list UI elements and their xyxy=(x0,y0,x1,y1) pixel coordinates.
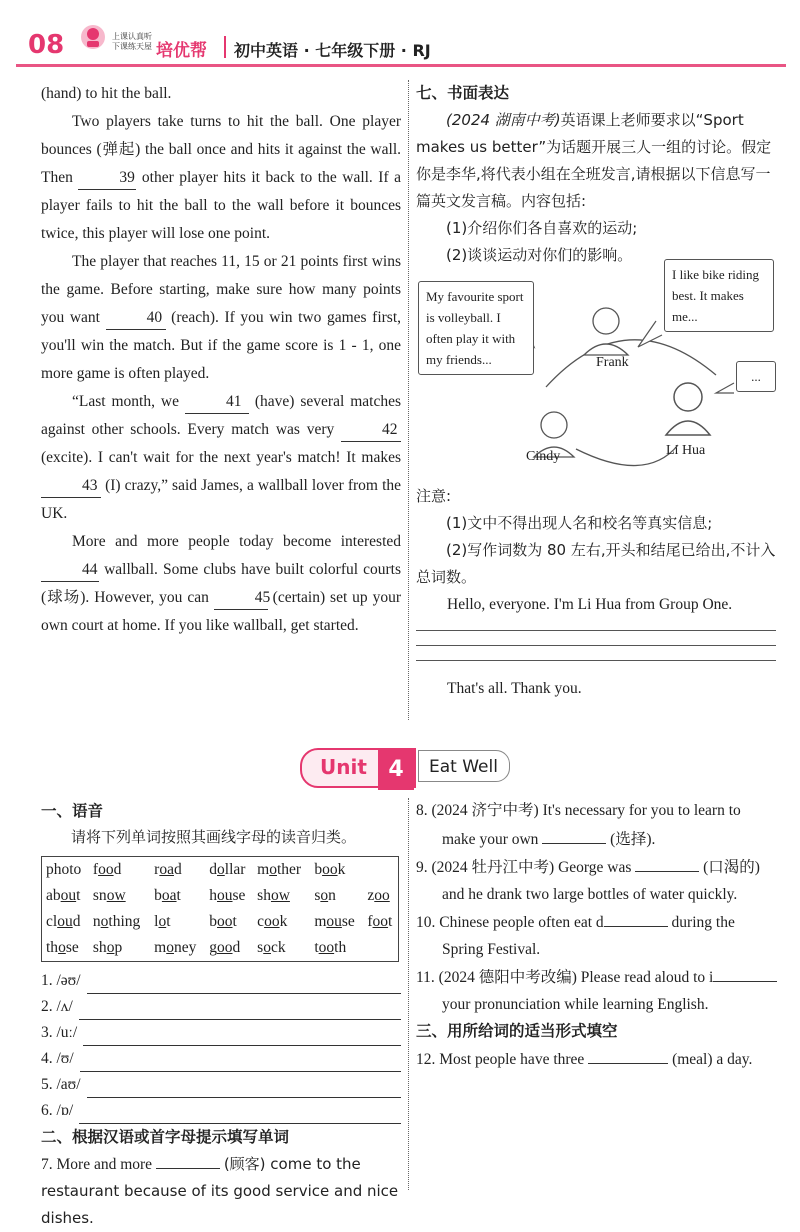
phonetic-row xyxy=(41,968,401,994)
fill-in-section xyxy=(416,798,778,1073)
phonetic-row xyxy=(41,1072,401,1098)
answer-blank-44[interactable]: 44 xyxy=(41,559,99,582)
answer-line[interactable] xyxy=(87,1080,402,1098)
word-cell: road xyxy=(154,861,182,878)
prompt-item: (2)谈谈运动对你们的影响。 xyxy=(446,246,633,264)
phonetic-label: 5. /aʊ/ xyxy=(41,1076,81,1093)
question-12: 12. Most people have three (meal) a day. xyxy=(416,1045,778,1074)
phonetic-row xyxy=(41,994,401,1020)
question-9: 9. (2024 牡丹江中考) George was (口渴的) and he drank two large bottles of water quickly. xyxy=(416,853,778,908)
passage-paragraph: “Last month, we 41 (have) several matches against other schools. Every match was very 42 (excite). I can't wait for the next year's match! It makes 43 (I) crazy,” said James, a wallball lover from the UK. xyxy=(41,393,402,522)
passage-paragraph: (hand) to hit the ball. xyxy=(41,85,172,102)
answer-blank-42[interactable]: 42 xyxy=(341,419,401,442)
section-heading: 七、书面表达 xyxy=(416,84,510,102)
word-cell: money xyxy=(154,939,197,956)
word-table-row xyxy=(42,909,398,935)
word-cell: boat xyxy=(154,887,181,904)
word-cell: book xyxy=(314,861,346,878)
column-divider xyxy=(408,80,410,720)
word-cell: those xyxy=(46,939,79,956)
word-cell: mouse xyxy=(314,913,355,930)
word-cell: photo xyxy=(46,861,82,878)
essay-closing: That's all. Thank you. xyxy=(447,680,582,697)
question-8: 8. (2024 济宁中考) It's necessary for you to learn to make your own (选择). xyxy=(416,802,741,848)
prompt-item: (1)介绍你们各自喜欢的运动; xyxy=(446,219,638,237)
discussion-illustration xyxy=(416,269,776,483)
word-cell: lot xyxy=(154,913,171,930)
section-heading: 一、语音 xyxy=(41,802,104,820)
word-table-row xyxy=(42,883,398,909)
answer-blank-41[interactable]: 41 xyxy=(185,391,249,414)
answer-line[interactable] xyxy=(87,976,402,994)
word-cell: nothing xyxy=(92,913,141,930)
page-number: 08 xyxy=(28,30,65,60)
phonetic-label: 2. /ʌ/ xyxy=(41,998,73,1015)
word-cell: about xyxy=(46,887,81,904)
section-instruction: 请将下列单词按照其画线字母的读音归类。 xyxy=(71,828,357,846)
answer-blank-39[interactable]: 39 xyxy=(78,167,136,190)
passage-paragraph: The player that reaches 11, 15 or 21 points first wins the game. Before starting, make sure how many points you want 40 (reach). If you win two games first, you'll win the match. But if the game score is 1 - 1, one more game is often played. xyxy=(41,253,401,382)
unit-badge xyxy=(300,748,416,788)
speech-bubble-cindy: My favourite sport is volleyball. I often play it with my friends... xyxy=(418,281,534,375)
word-table-row xyxy=(42,857,398,883)
note-label: 注意: xyxy=(416,487,452,505)
word-cell: cloud xyxy=(46,913,81,930)
answer-blank[interactable] xyxy=(604,908,668,927)
speech-bubble-lihua: ... xyxy=(736,361,776,392)
word-cell: shop xyxy=(92,939,123,956)
answer-blank[interactable] xyxy=(542,825,606,844)
column-divider xyxy=(408,798,410,1190)
book-title: 初中英语 · 七年级下册 · RJ xyxy=(234,41,431,60)
label-frank: Frank xyxy=(596,355,629,370)
phonetic-label: 6. /ɒ/ xyxy=(41,1102,74,1119)
question-10: 10. Chinese people often eat d during the Spring Festival. xyxy=(416,908,778,963)
answer-blank[interactable] xyxy=(156,1150,220,1169)
phonetic-label: 4. /ʊ/ xyxy=(41,1050,74,1067)
unit-title: Eat Well xyxy=(418,750,510,782)
note-item: (2)写作词数为 80 左右,开头和结尾已给出,不计入总词数。 xyxy=(416,541,776,586)
answer-blank[interactable] xyxy=(588,1045,668,1064)
word-cell: foot xyxy=(367,913,393,930)
brand-name: 培优帮 xyxy=(156,41,207,61)
answer-blank-45[interactable]: 45 xyxy=(214,587,268,610)
word-cell: good xyxy=(209,939,241,956)
writing-line[interactable] xyxy=(416,630,776,631)
word-cell: snow xyxy=(92,887,126,904)
word-cell: house xyxy=(209,887,246,904)
answer-blank-43[interactable]: 43 xyxy=(41,475,101,498)
phonetic-row xyxy=(41,1046,401,1072)
word-table xyxy=(41,856,399,962)
section-heading: 三、用所给词的适当形式填空 xyxy=(416,1022,618,1040)
unit-number: 4 xyxy=(378,750,414,790)
header-rule xyxy=(16,64,786,67)
word-cell: show xyxy=(257,887,290,904)
writing-section xyxy=(416,80,776,702)
word-cell: zoo xyxy=(367,887,390,904)
answer-line[interactable] xyxy=(79,1002,401,1020)
label-li-hua: Li Hua xyxy=(666,443,706,458)
writing-prompt: (2024 湖南中考)英语课上老师要求以“Sport makes us better”为话题开展三人一组的讨论。假定你是李华,将代表小组在全班发言,请根据以下信息写一篇英文发言稿。内容包括: xyxy=(416,111,772,210)
unit-banner xyxy=(300,748,512,786)
essay-opening: Hello, everyone. I'm Li Hua from Group One. xyxy=(447,596,733,613)
phonetic-answer-list xyxy=(41,968,401,1124)
passage-paragraph: More and more people today become interested 44 wallball. Some clubs have built colorful courts (球场). However, you can 45 (certain) set up your own court at home. If you like wallball, get started. xyxy=(41,533,401,634)
answer-line[interactable] xyxy=(80,1054,401,1072)
word-cell: tooth xyxy=(314,939,347,956)
word-cell: son xyxy=(314,887,336,904)
answer-blank[interactable] xyxy=(713,963,777,982)
answer-line[interactable] xyxy=(83,1028,401,1046)
phonetic-label: 1. /əʊ/ xyxy=(41,972,81,989)
label-cindy: Cindy xyxy=(526,449,561,464)
word-table-row xyxy=(42,935,398,961)
question-7: 7. More and more (顾客) come to the restaurant because of its good service and nice dishes. xyxy=(41,1150,401,1232)
writing-line[interactable] xyxy=(416,660,776,661)
phonetic-row xyxy=(41,1020,401,1046)
header-separator xyxy=(224,36,226,58)
word-cell: mother xyxy=(257,861,302,878)
answer-line[interactable] xyxy=(79,1106,401,1124)
reading-passage xyxy=(41,80,401,640)
question-11: 11. (2024 德阳中考改编) Please read aloud to i your pronunciation while learning English. xyxy=(416,963,778,1018)
word-cell: food xyxy=(92,861,122,878)
unit-word: Unit xyxy=(320,755,367,779)
word-cell: dollar xyxy=(209,861,246,878)
speech-bubble-frank: I like bike riding best. It makes me... xyxy=(664,259,774,332)
phonetic-label: 3. /uː/ xyxy=(41,1024,78,1041)
slogan: 上课认真听 下课练天屋 xyxy=(112,32,152,51)
writing-line[interactable] xyxy=(416,645,776,646)
answer-blank-40[interactable]: 40 xyxy=(106,307,166,330)
phonics-section xyxy=(41,798,401,1232)
word-cell: boot xyxy=(209,913,237,930)
word-cell: sock xyxy=(257,939,286,956)
section-heading: 二、根据汉语或首字母提示填写单词 xyxy=(41,1128,290,1146)
phonetic-row xyxy=(41,1098,401,1124)
brand-logo-icon xyxy=(78,22,108,52)
answer-blank[interactable] xyxy=(635,853,699,872)
word-cell: cook xyxy=(257,913,288,930)
note-item: (1)文中不得出现人名和校名等真实信息; xyxy=(446,514,713,532)
passage-paragraph: Two players take turns to hit the ball. One player bounces (弹起) the ball once and hits it against the wall. Then 39 other player hits it back to the wall. If a player fails to hit the ball to the wall before it bounces twice, this player will lose one point. xyxy=(41,113,402,242)
